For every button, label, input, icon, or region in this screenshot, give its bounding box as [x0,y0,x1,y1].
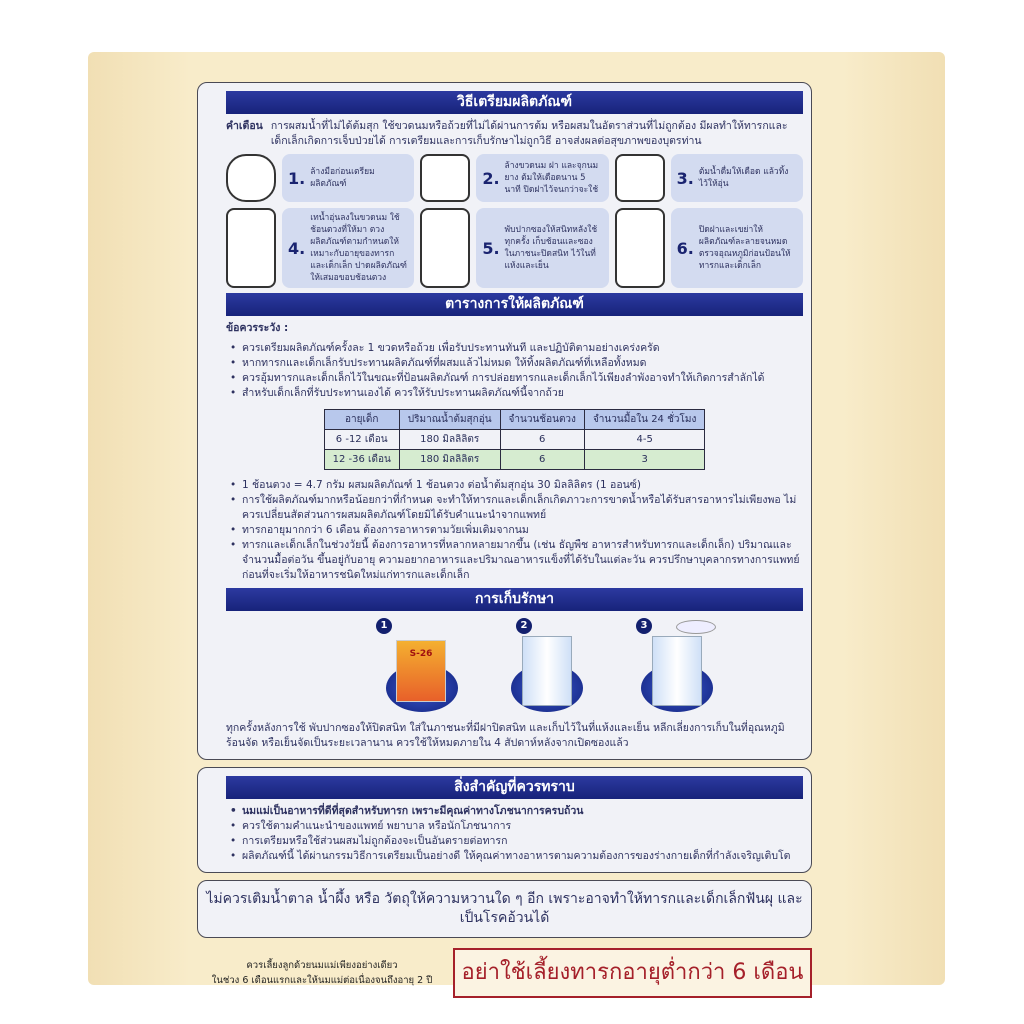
important-item: • นมแม่เป็นอาหารที่ดีที่สุดสำหรับทารก เพราะมีคุณค่าทางโภชนาการครบถ้วน [226,804,803,819]
note-item: • 1 ช้อนตวง = 4.7 กรัม ผสมผลิตภัณฑ์ 1 ช้อนตวง ต่อน้ำต้มสุกอุ่น 30 มิลลิลิตร (1 ออนซ์) [226,478,803,493]
schedule-title: ตารางการให้ผลิตภัณฑ์ [226,293,803,316]
table-cell: 4-5 [584,430,704,450]
age-warning: อย่าใช้เลี้ยงทารกอายุต่ำกว่า 6 เดือน [453,948,812,998]
table-cell: 6 [500,430,584,450]
table-header: จำนวนมื้อใน 24 ชั่วโมง [584,410,704,430]
table-cell: 6 -12 เดือน [324,430,399,450]
warning-label: คำเตือน [226,120,263,132]
storage-container-icon [652,636,702,706]
caution-item: • ควรเตรียมผลิตภัณฑ์ครั้งละ 1 ขวดหรือถ้วย เพื่อรับประทานทันที และปฏิบัติตามอย่างเคร่งครัด [226,341,803,356]
storage-container-icon [522,636,572,706]
step-text: ล้างขวดนม ฝา และจุกนมยาง ต้มให้เดือดนาน 5 นาที ปิดฝาไว้จนกว่าจะใช้ [504,161,599,195]
step-text: ปิดฝาและเขย่าให้ผลิตภัณฑ์ละลายจนหมด ตรวจอุณหภูมิก่อนป้อนให้ทารกและเด็กเล็ก [698,225,791,271]
table-header: จำนวนช้อนตวง [500,410,584,430]
boiling-pot-icon [420,154,470,202]
step-number: 6. [676,238,694,258]
table-row [324,450,705,470]
table-cell: 180 มิลลิลิตร [399,430,500,450]
note-item: • ทารกอายุมากกว่า 6 เดือน ต้องการอาหารตามวัยเพิ่มเติมจากนม [226,523,803,538]
prep-title: วิธีเตรียมผลิตภัณฑ์ [226,91,803,114]
step-number: 4. [288,238,306,258]
storage-step-badge: 3 [636,618,652,634]
step-4 [282,208,414,288]
step-2 [476,154,608,202]
storage-step-badge: 1 [376,618,392,634]
steps-grid [226,154,803,288]
step-number: 2. [482,168,500,188]
important-item: • ควรใช้ตามคำแนะนำของแพทย์ พยาบาล หรือนักโภชนาการ [226,819,803,834]
storage-text: ทุกครั้งหลังการใช้ พับปากซองให้ปิดสนิท ใส่ในภาชนะที่มีฝาปิดสนิท และเก็บไว้ในที่แห้งและเย็น หลีกเลี่ยงการเก็บในที่อุณหภูมิร้อนจัด หรือเย็นจัดเป็นระยะเวลานาน ควรใช้ให้หมดภายใน 4 สัปดาห์หลังจากเปิดซองแล้ว [226,722,785,749]
product-pack-icon: S-26 [396,640,446,702]
feeding-table [324,409,706,470]
breastfeed-note-line: ในช่วง 6 เดือนแรกและให้นมแม่ต่อเนื่องจนถึงอายุ 2 ปี [211,975,433,986]
warning-text: การผสมน้ำที่ไม่ได้ต้มสุก ใช้ขวดนมหรือถ้วยที่ไม่ได้ผ่านการต้ม หรือผสมในอัตราส่วนที่ไม่ถูกต้อง มีผลทำให้ทารกและเด็กเล็กเกิดการเจ็บป่วยได้ การเตรียมและการเก็บรักษาไม่ถูกวิธี อาจส่งผลต่อสุขภาพของบุตรท่าน [270,120,788,147]
table-header: ปริมาณน้ำต้มสุกอุ่น [399,410,500,430]
caution-item: • สำหรับเด็กเล็กที่รับประทานเองได้ ควรให้รับประทานผลิตภัณฑ์นี้จากถ้วย [226,386,803,401]
important-item: • ผลิตภัณฑ์นี้ ได้ผ่านกรรมวิธีการเตรียมเป็นอย่างดี ให้คุณค่าทางอาหารตามความต้องการของร่างกายเด็กที่กำลังเจริญเติบโต [226,849,803,864]
important-title: สิ่งสำคัญที่ควรทราบ [226,776,803,799]
important-panel [197,767,812,873]
important-list [226,804,803,864]
caution-label: ข้อควรระวัง : [226,322,289,334]
step-number: 5. [482,238,500,258]
bottom-row [197,948,812,998]
step-number: 3. [676,168,694,188]
folded-bag-icon [420,208,470,288]
step-text: พับปากซองให้สนิทหลังใช้ทุกครั้ง เก็บช้อนและซองในภาชนะปิดสนิท ไว้ในที่แห้งและเย็น [504,225,598,271]
step-text: ต้มน้ำดื่มให้เดือด แล้วทิ้งไว้ให้อุ่น [698,167,789,189]
step-text: ล้างมือก่อนเตรียมผลิตภัณฑ์ [310,167,375,189]
kettle-icon [615,154,665,202]
warning-block [226,119,803,149]
breastfeed-note [197,958,447,988]
instructions-panel [197,82,812,760]
shake-bottle-icon [615,208,665,288]
step-3 [671,154,803,202]
bottle-scoop-icon [226,208,276,288]
step-1 [282,154,414,202]
note-item: • การใช้ผลิตภัณฑ์มากหรือน้อยกว่าที่กำหนด จะทำให้ทารกและเด็กเล็กเกิดภาวะการขาดน้ำหรือได้รับสารอาหารไม่เพียงพอ ไม่ควรเปลี่ยนสัดส่วนการผสมผลิตภัณฑ์โดยมิได้รับคำแนะนำจากแพทย์ [226,493,803,523]
storage-title: การเก็บรักษา [226,588,803,611]
table-cell: 3 [584,450,704,470]
step-6 [671,208,803,288]
table-header: อายุเด็ก [324,410,399,430]
table-cell: 180 มิลลิลิตร [399,450,500,470]
sugar-warning: ไม่ควรเติมน้ำตาล น้ำผึ้ง หรือ วัตถุให้ความหวานใด ๆ อีก เพราะอาจทำให้ทารกและเด็กเล็กฟันผุ และเป็นโรคอ้วนได้ [197,880,812,938]
caution-item: • หากทารกและเด็กเล็กรับประทานผลิตภัณฑ์ที่ผสมแล้วไม่หมด ให้ทิ้งผลิตภัณฑ์ที่เหลือทั้งหมด [226,356,803,371]
note-item: • ทารกและเด็กเล็กในช่วงวัยนี้ ต้องการอาหารที่หลากหลายมากขึ้น (เช่น ธัญพืช อาหารสำหรับทารกและเด็กเล็ก) ปริมาณและจำนวนมื้อต่อวัน ขึ้นอยู่กับอายุ ความอยากอาหารและปริมาณอาหารแข็งที่ได้รับในแต่ละวัน ควรปรึกษาบุคลากรทางการแพทย์ ก่อนที่จะเริ่มให้อาหารชนิดใหม่แก่ทารกและเด็กเล็ก [226,538,803,583]
step-5 [476,208,608,288]
hand-wash-icon [226,154,276,202]
content-column [197,82,812,998]
lid-icon [676,620,716,634]
table-cell: 12 -36 เดือน [324,450,399,470]
step-text: เทน้ำอุ่นลงในขวดนม ใช้ช้อนตวงที่ให้มา ตวงผลิตภัณฑ์ตามกำหนดให้เหมาะกับอายุของทารกและเด็กเล็ก ปาดผลิตภัณฑ์ให้เสมอขอบช้อนตวง [310,213,407,283]
storage-illustrations [226,616,803,716]
table-row [324,430,705,450]
table-cell: 6 [500,450,584,470]
notes-list [226,478,803,583]
caution-list [226,341,803,401]
step-number: 1. [288,168,306,188]
important-item: • การเตรียมหรือใช้ส่วนผสมไม่ถูกต้องจะเป็นอันตรายต่อทารก [226,834,803,849]
breastfeed-note-line: ควรเลี้ยงลูกด้วยนมแม่เพียงอย่างเดียว [246,960,398,971]
caution-item: • ควรอุ้มทารกและเด็กเล็กไว้ในขณะที่ป้อนผลิตภัณฑ์ การปล่อยทารกและเด็กเล็กไว้เพียงลำพังอาจทำให้เกิดการสำลักได้ [226,371,803,386]
storage-step-badge: 2 [516,618,532,634]
